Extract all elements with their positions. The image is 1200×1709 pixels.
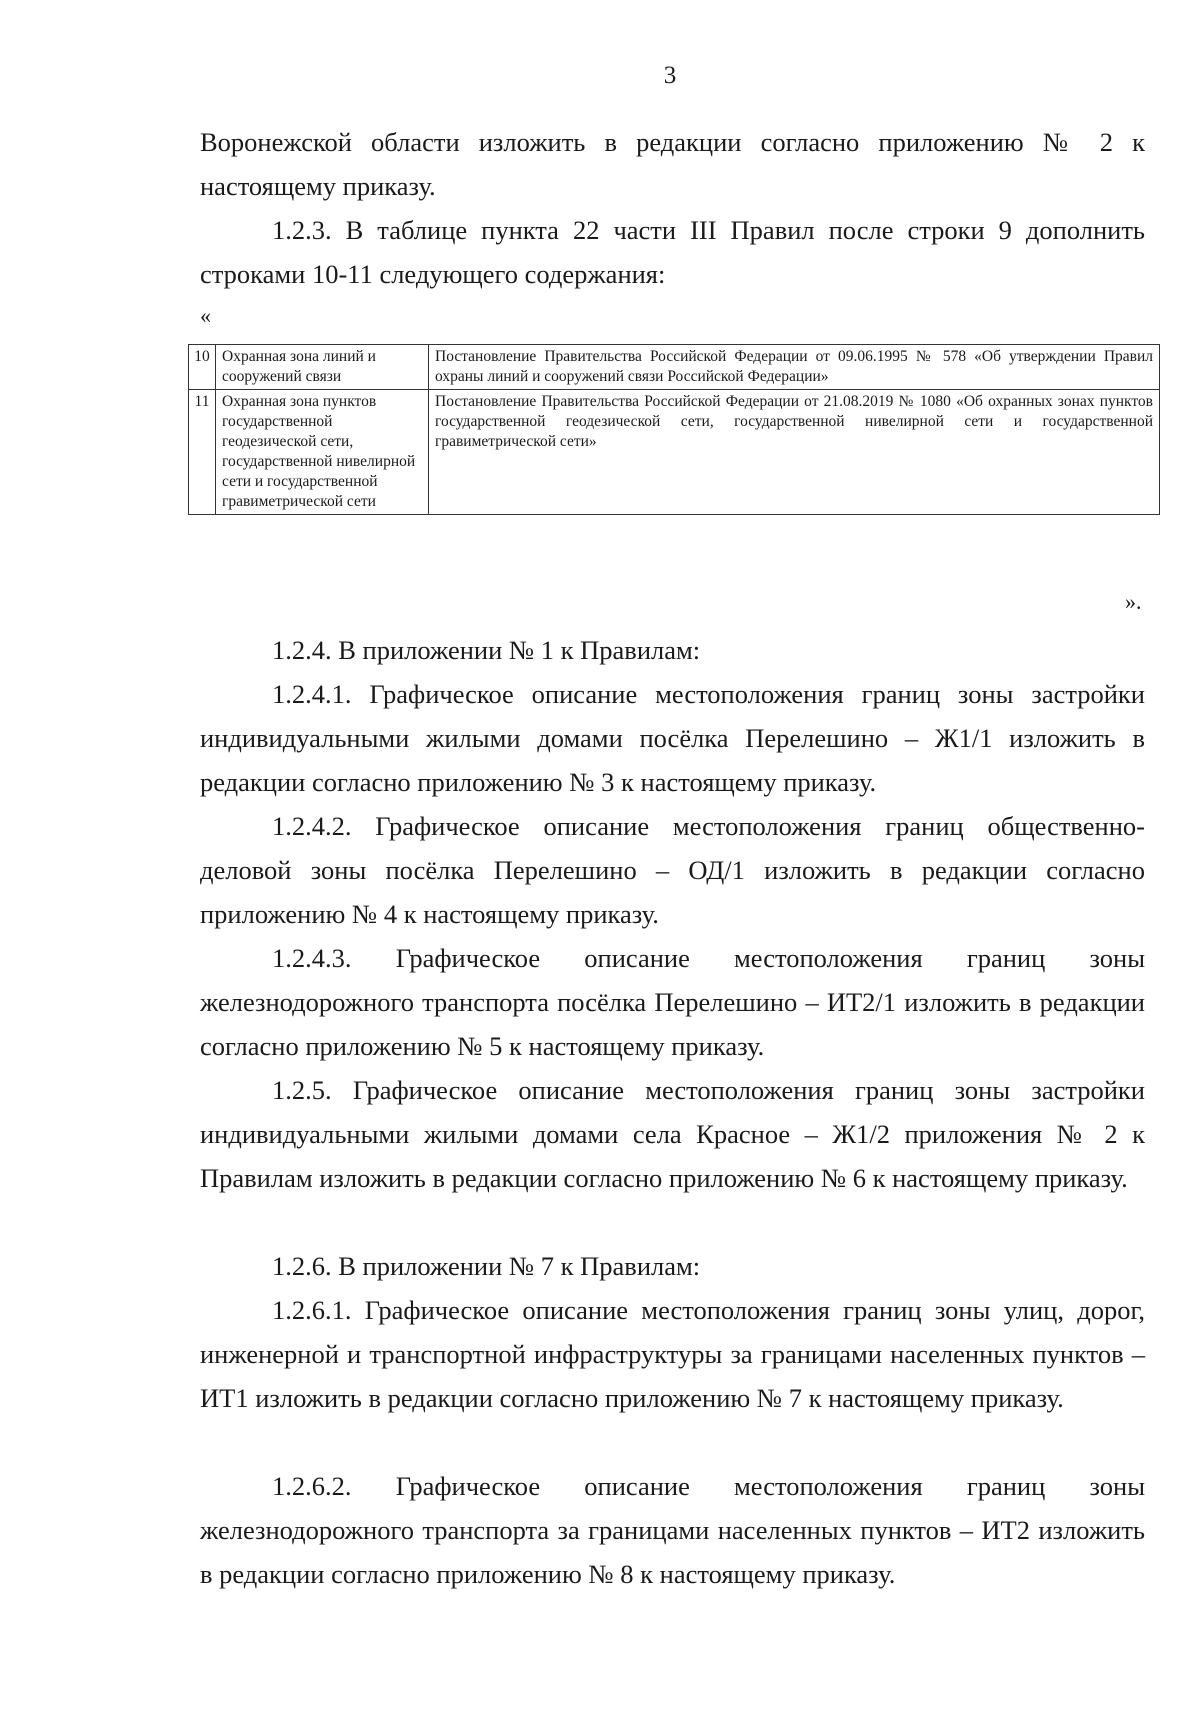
paragraph-1-2-3: 1.2.3. В таблице пункта 22 части III Правил после строки 9 дополнить строками 10-11 следующего содержания:: [200, 215, 1145, 289]
zone-name: Охранная зона линий и сооружений связи: [216, 345, 429, 390]
legal-document: Постановление Правительства Российской Федерации от 21.08.2019 № 1080 «Об охранных зонах пунктов государственной геодезической сети, государственной нивелирной сети и государственной гравиметрической сети»: [429, 390, 1160, 515]
paragraph-1-2-4-3: 1.2.4.3. Графическое описание местоположения границ зоны железнодорожного транспорта посёлка Перелешино – ИТ2/1 изложить в редакции согласно приложению № 5 к настоящему приказу.: [200, 943, 1145, 1061]
row-number: 11: [189, 390, 216, 515]
paragraph-1-2-6-2: 1.2.6.2. Графическое описание местоположения границ зоны железнодорожного транспорта за границами населенных пунктов – ИТ2 изложить в редакции согласно приложению № 8 к настоящему приказу.: [200, 1471, 1145, 1589]
inserted-rows-table: [188, 344, 1160, 515]
zone-name: Охранная зона пунктов государственной геодезической сети, государственной нивелирной сети и государственной гравиметрической сети: [216, 390, 429, 515]
row-number: 10: [189, 345, 216, 390]
paragraph-1-2-6-1: 1.2.6.1. Графическое описание местоположения границ зоны улиц, дорог, инженерной и транспортной инфраструктуры за границами населенных пунктов – ИТ1 изложить в редакции согласно приложению № 7 к настоящему приказу.: [200, 1295, 1145, 1413]
paragraph-1-2-4-1: 1.2.4.1. Графическое описание местоположения границ зоны застройки индивидуальными жилыми домами посёлка Перелешино – Ж1/1 изложить в редакции согласно приложению № 3 к настоящему приказу.: [200, 679, 1145, 797]
paragraph-1-2-5: 1.2.5. Графическое описание местоположения границ зоны застройки индивидуальными жилыми домами села Красное – Ж1/2 приложения № 2 к Правилам изложить в редакции согласно приложению № 6 к настоящему приказу.: [200, 1075, 1145, 1193]
paragraph-1-2-4-2: 1.2.4.2. Графическое описание местоположения границ общественно-деловой зоны посёлка Перелешино – ОД/1 изложить в редакции согласно приложению № 4 к настоящему приказу.: [200, 811, 1145, 929]
intro-paragraph: Воронежской области изложить в редакции согласно приложению № 2 к настоящему приказу.: [200, 127, 1145, 201]
page-number: 3: [663, 62, 677, 89]
legal-document: Постановление Правительства Российской Федерации от 09.06.1995 № 578 «Об утверждении Правил охраны линий и сооружений связи Российской Федерации»: [429, 345, 1160, 390]
quote-open-mark: «: [200, 303, 211, 328]
paragraph-1-2-4: 1.2.4. В приложении № 1 к Правилам:: [272, 635, 701, 665]
paragraph-1-2-6: 1.2.6. В приложении № 7 к Правилам:: [272, 1251, 701, 1281]
quote-close-mark: ».: [1125, 589, 1142, 614]
table-row: [189, 390, 1160, 515]
table-row: [189, 345, 1160, 390]
